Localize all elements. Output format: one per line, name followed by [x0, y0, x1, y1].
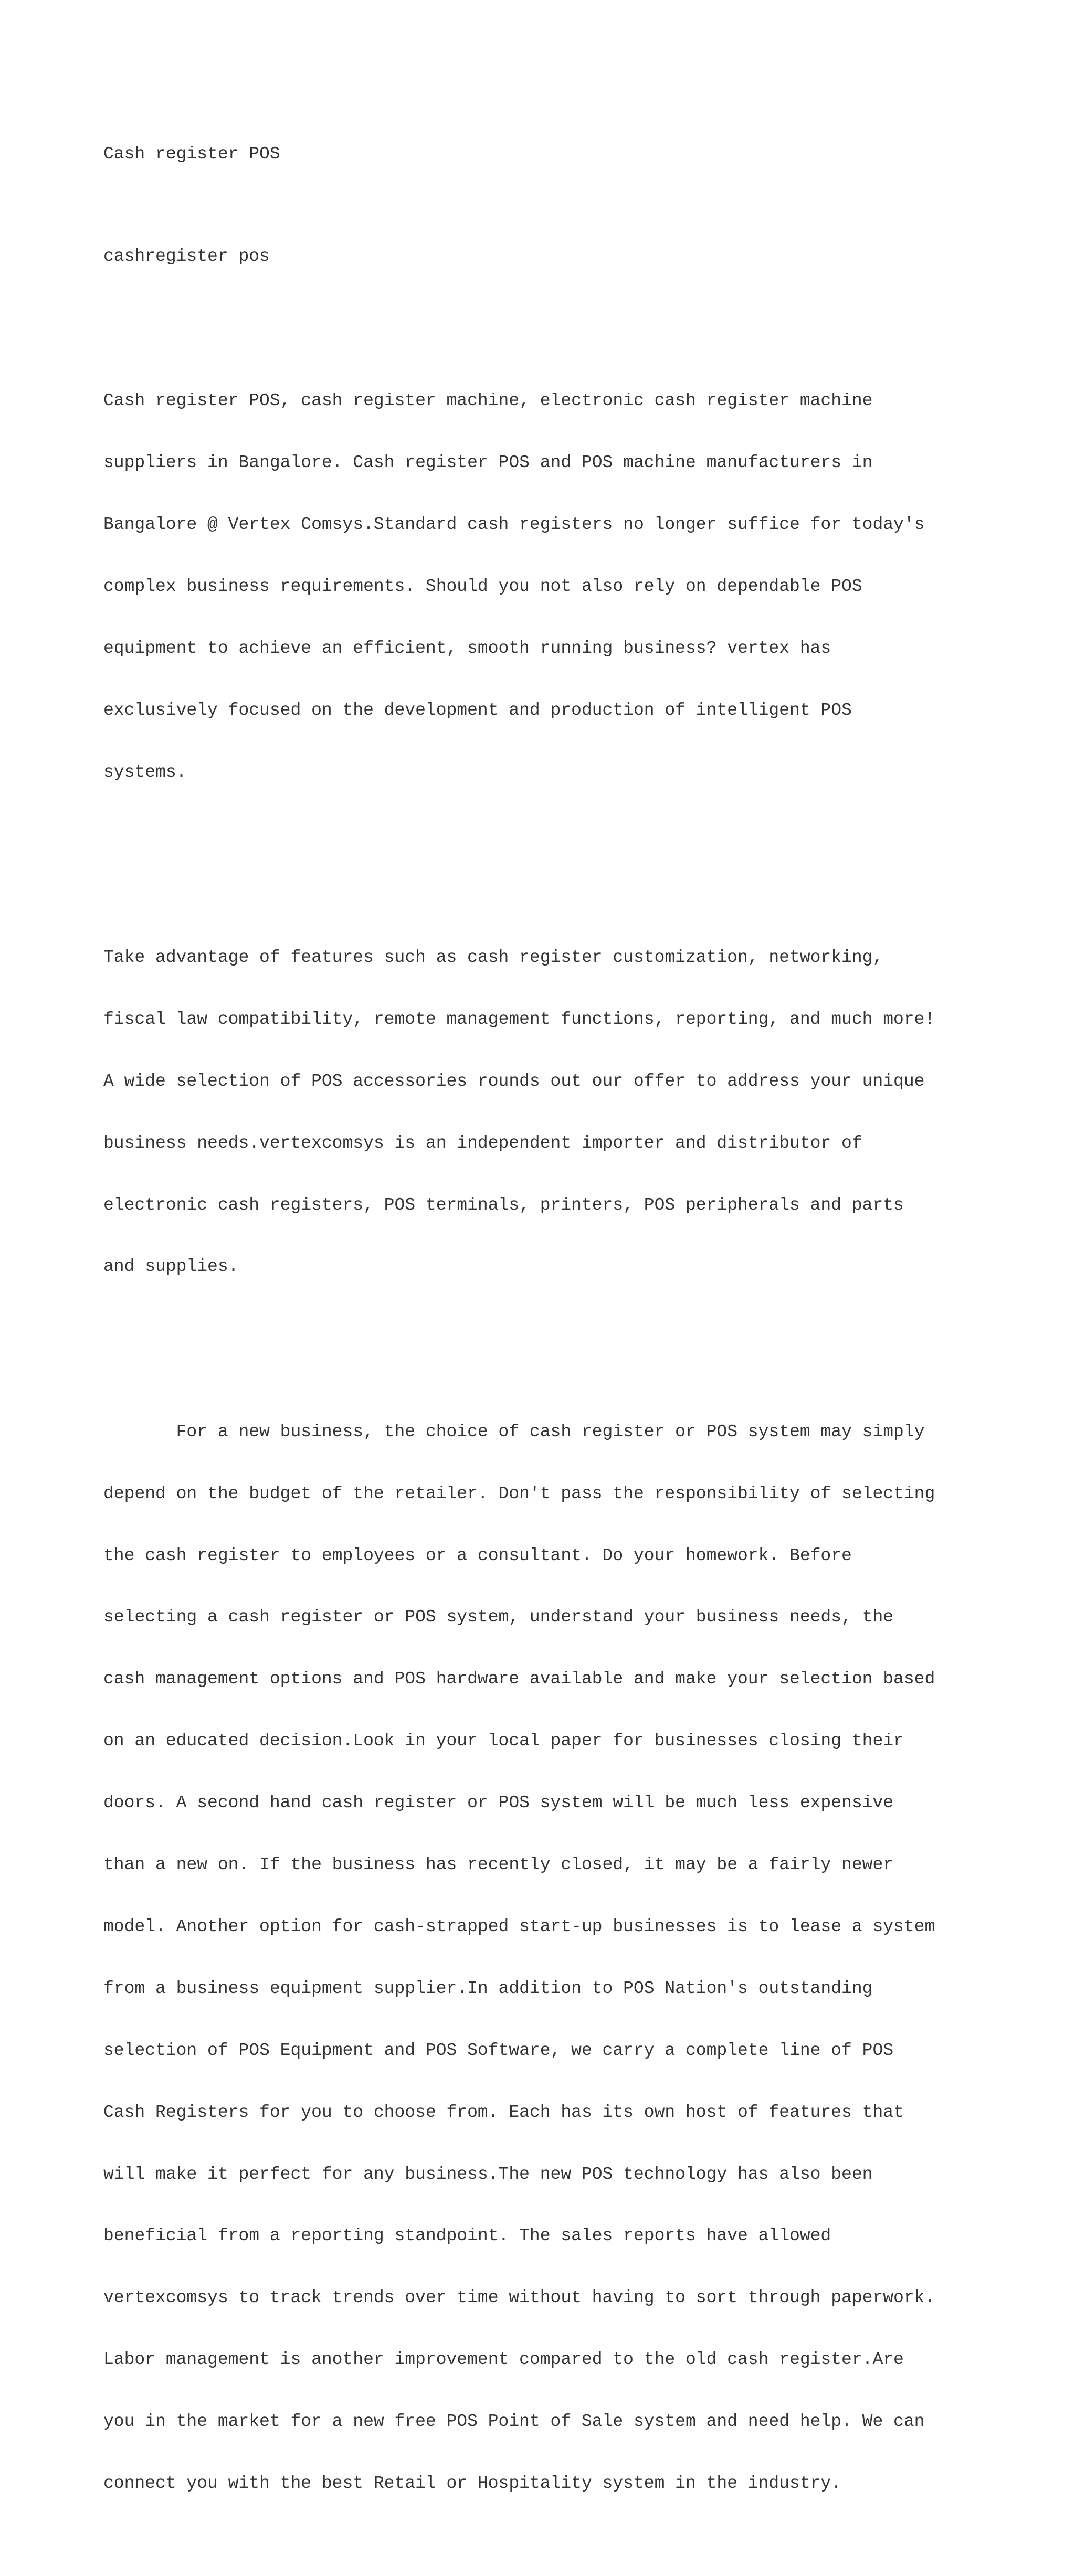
text-line: fiscal law compatibility, remote management functions, reporting, and much more!	[103, 1009, 935, 1029]
text-line: selecting a cash register or POS system, understand your business needs, the	[103, 1607, 894, 1627]
text-line: Bangalore @ Vertex Comsys.Standard cash registers no longer suffice for today's	[103, 515, 925, 535]
text-line: cash management options and POS hardware available and make your selection based	[103, 1669, 935, 1689]
text-line: Take advantage of features such as cash register customization, networking,	[103, 947, 883, 967]
text-line: than a new on. If the business has recently closed, it may be a fairly newer	[103, 1855, 894, 1875]
text-line: will make it perfect for any business.The new POS technology has also been	[103, 2164, 873, 2184]
paragraph-1	[103, 349, 985, 824]
paragraph-3	[103, 1380, 985, 2535]
text-line: on an educated decision.Look in your local paper for businesses closing their	[103, 1731, 904, 1751]
document-body	[103, 102, 985, 2576]
text-line: connect you with the best Retail or Hospitality system in the industry.	[103, 2473, 842, 2493]
text-line: Labor management is another improvement compared to the old cash register.Are	[103, 2350, 904, 2370]
text-line: Cash Registers for you to choose from. Each has its own host of features that	[103, 2102, 904, 2122]
text-line: depend on the budget of the retailer. Don't pass the responsibility of selecting	[103, 1483, 935, 1503]
document-title: Cash register POS	[103, 144, 280, 164]
text-line: beneficial from a reporting standpoint. The sales reports have allowed	[103, 2226, 831, 2246]
text-line: suppliers in Bangalore. Cash register POS and POS machine manufacturers in	[103, 453, 873, 473]
text-line: systems.	[103, 762, 187, 782]
text-line: exclusively focused on the development and production of intelligent POS	[103, 700, 852, 720]
document-subtitle: cashregister pos	[103, 247, 270, 267]
paragraph-2	[103, 906, 985, 1318]
text-line: selection of POS Equipment and POS Software, we carry a complete line of POS	[103, 2040, 894, 2060]
text-line: vertexcomsys to track trends over time without having to sort through paperwork.	[103, 2288, 935, 2308]
text-line: and supplies.	[103, 1257, 239, 1277]
text-line: Cash register POS, cash register machine, electronic cash register machine	[103, 391, 873, 411]
text-line: equipment to achieve an efficient, smooth running business? vertex has	[103, 638, 831, 658]
text-line: electronic cash registers, POS terminals, printers, POS peripherals and parts	[103, 1195, 904, 1215]
text-line: the cash register to employees or a consultant. Do your homework. Before	[103, 1545, 852, 1565]
text-line: doors. A second hand cash register or POS system will be much less expensive	[103, 1793, 894, 1813]
text-line: model. Another option for cash-strapped start-up businesses is to lease a system	[103, 1916, 935, 1936]
text-line: you in the market for a new free POS Point of Sale system and need help. We can	[103, 2412, 925, 2432]
text-line: A wide selection of POS accessories rounds out our offer to address your unique	[103, 1071, 925, 1091]
text-line: business needs.vertexcomsys is an independent importer and distributor of	[103, 1133, 862, 1153]
text-line: from a business equipment supplier.In addition to POS Nation's outstanding	[103, 1978, 873, 1998]
text-line: For a new business, the choice of cash register or POS system may simply	[103, 1422, 925, 1441]
text-line: complex business requirements. Should you not also rely on dependable POS	[103, 576, 862, 596]
